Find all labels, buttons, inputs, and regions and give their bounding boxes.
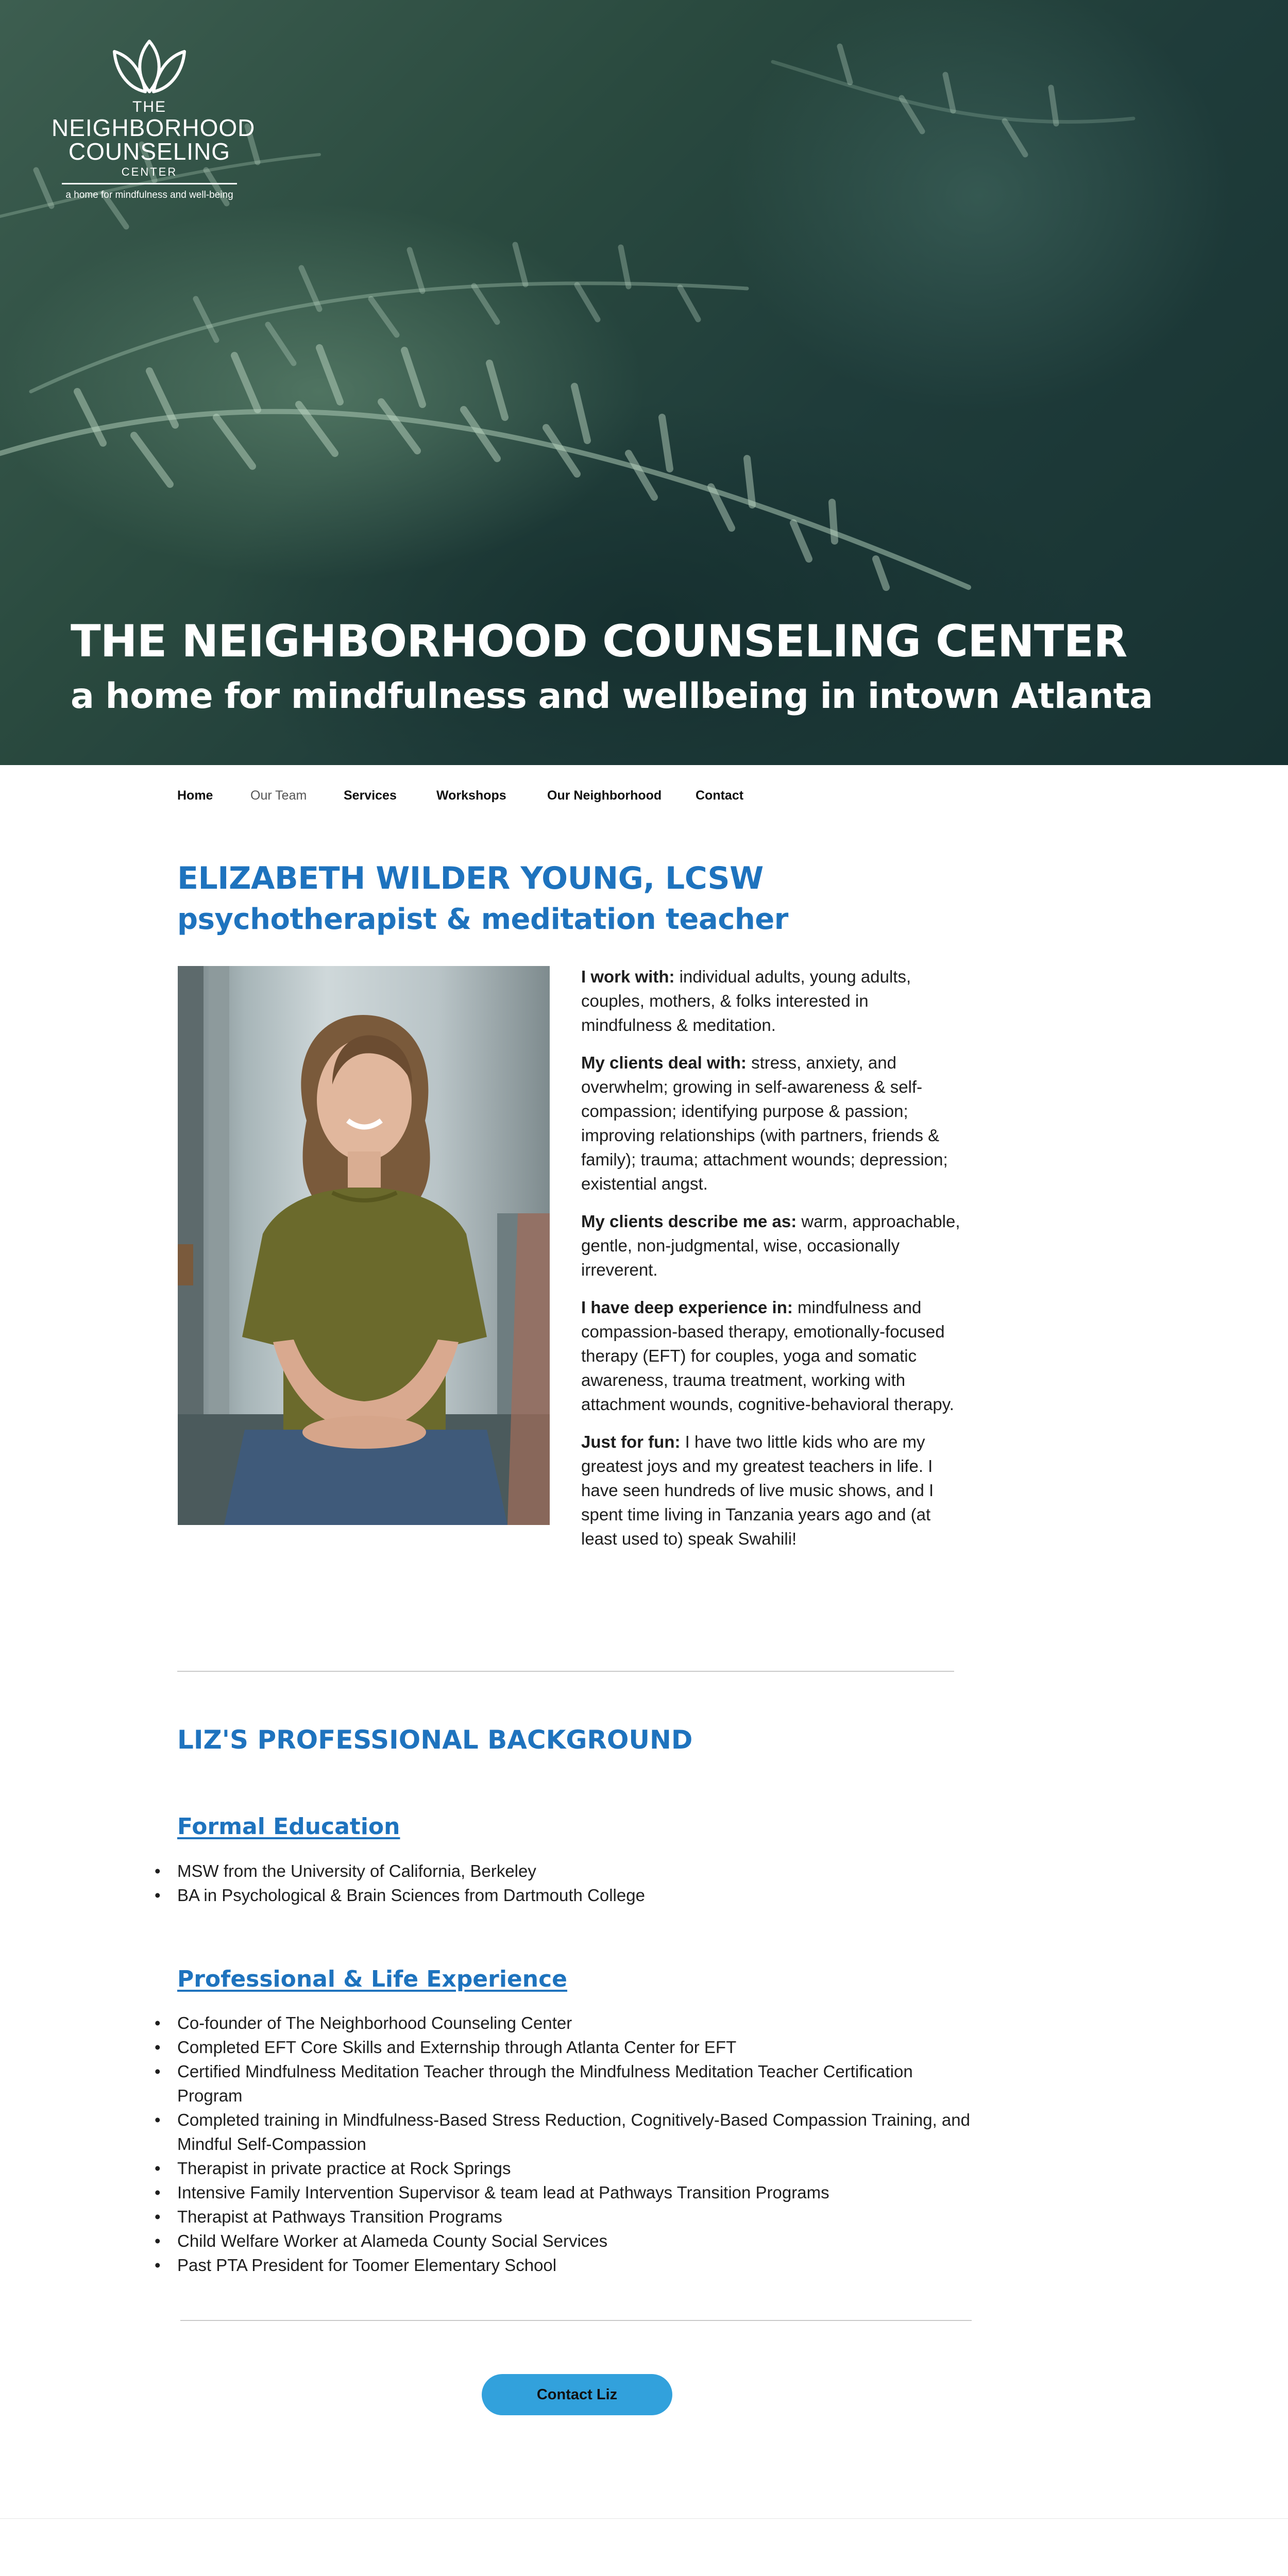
list-item: • Completed training in Mindfulness-Based Stress Reduction, Cognitively-Based Compassion Training, and Mindful Self-Compassion — [177, 2108, 981, 2156]
professional-experience-heading: Professional & Life Experience — [177, 1966, 568, 1992]
nav-services[interactable]: Services — [344, 788, 397, 803]
list-item: • Past PTA President for Toomer Elementary School — [177, 2253, 981, 2277]
bio-works-with — [581, 964, 962, 1037]
bio-text: individual adults, young adults, couples, mothers, & folks interested in mindfulness & meditation. — [581, 967, 911, 1035]
footer-divider — [0, 2518, 1288, 2519]
nav-contact[interactable]: Contact — [696, 788, 744, 803]
logo-center: CENTER — [121, 165, 178, 178]
bio-text: stress, anxiety, and overwhelm; growing in self-awareness & self-compassion; identifying purpose & passion; improving relationships (with partners, friends & family); trauma; attachment wounds; depression; existential angst. — [581, 1053, 948, 1193]
logo-counseling: COUNSELING — [68, 138, 231, 165]
logo-neighborhood: NEIGHBORHOOD — [52, 114, 256, 141]
bio-label: My clients deal with: — [581, 1053, 747, 1072]
list-item: • Child Welfare Worker at Alameda County Social Services — [177, 2229, 981, 2253]
list-item: • MSW from the University of California, Berkeley — [177, 1859, 981, 1883]
professional-background-title: LIZ'S PROFESSIONAL BACKGROUND — [177, 1725, 693, 1755]
portrait-illustration — [178, 966, 550, 1525]
bio-label: My clients describe me as: — [581, 1212, 797, 1231]
main-navigation — [0, 788, 1288, 809]
bio-just-for-fun — [581, 1430, 962, 1551]
bio-text: I have two little kids who are my greatest joys and my greatest teachers in life. I have seen hundreds of live music shows, and I spent time living in Tanzania years ago and (at least used to) speak Swahili! — [581, 1432, 934, 1548]
nav-our-team[interactable]: Our Team — [250, 788, 307, 803]
list-item: • Certified Mindfulness Meditation Teacher through the Mindfulness Meditation Teacher Certification Program — [177, 2059, 981, 2108]
section-divider — [180, 2320, 972, 2321]
logo-tagline: a home for mindfulness and well-being — [65, 190, 233, 200]
bio-clients-deal-with — [581, 1050, 962, 1196]
list-item: • Intensive Family Intervention Supervisor & team lead at Pathways Transition Programs — [177, 2180, 981, 2205]
nav-home[interactable]: Home — [177, 788, 213, 803]
hero-banner — [0, 0, 1288, 765]
bio-label: I have deep experience in: — [581, 1298, 793, 1317]
bio-label: Just for fun: — [581, 1432, 681, 1451]
list-item: • Completed EFT Core Skills and Externship through Atlanta Center for EFT — [177, 2035, 981, 2059]
section-divider — [177, 1671, 954, 1672]
therapist-photo — [178, 966, 550, 1525]
bio-clients-describe — [581, 1209, 962, 1282]
site-logo[interactable] — [52, 36, 256, 201]
bio-text: mindfulness and compassion-based therapy, emotionally-focused therapy (EFT) for couples, yoga and somatic awareness, trauma treatment, working with attachment wounds, cognitive-behavioral therapy. — [581, 1298, 954, 1414]
contact-liz-button[interactable]: Contact Liz — [482, 2374, 672, 2415]
nav-workshops[interactable]: Workshops — [436, 788, 506, 803]
list-item: • Co-founder of The Neighborhood Counseling Center — [177, 2011, 981, 2035]
bio-text: warm, approachable, gentle, non-judgmental, wise, occasionally irreverent. — [581, 1212, 960, 1279]
list-item: • BA in Psychological & Brain Sciences from Dartmouth College — [177, 1883, 981, 1907]
nav-our-neighborhood[interactable]: Our Neighborhood — [547, 788, 662, 803]
bio-experience — [581, 1295, 962, 1416]
therapist-role: psychotherapist & meditation teacher — [177, 903, 788, 936]
list-item: • Therapist in private practice at Rock Springs — [177, 2156, 981, 2180]
hero-title: THE NEIGHBORHOOD COUNSELING CENTER — [71, 616, 1127, 667]
therapist-name: ELIZABETH WILDER YOUNG, LCSW — [177, 860, 764, 896]
formal-education-heading: Formal Education — [177, 1814, 400, 1840]
list-item: • Therapist at Pathways Transition Programs — [177, 2205, 981, 2229]
logo-rule — [62, 183, 237, 184]
education-list — [177, 1859, 981, 1907]
logo-the: THE — [132, 98, 166, 115]
hero-subtitle: a home for mindfulness and wellbeing in intown Atlanta — [71, 676, 1153, 717]
therapist-bio — [581, 964, 962, 1564]
bio-label: I work with: — [581, 967, 675, 986]
lotus-icon — [103, 36, 196, 95]
experience-list — [177, 2011, 981, 2277]
